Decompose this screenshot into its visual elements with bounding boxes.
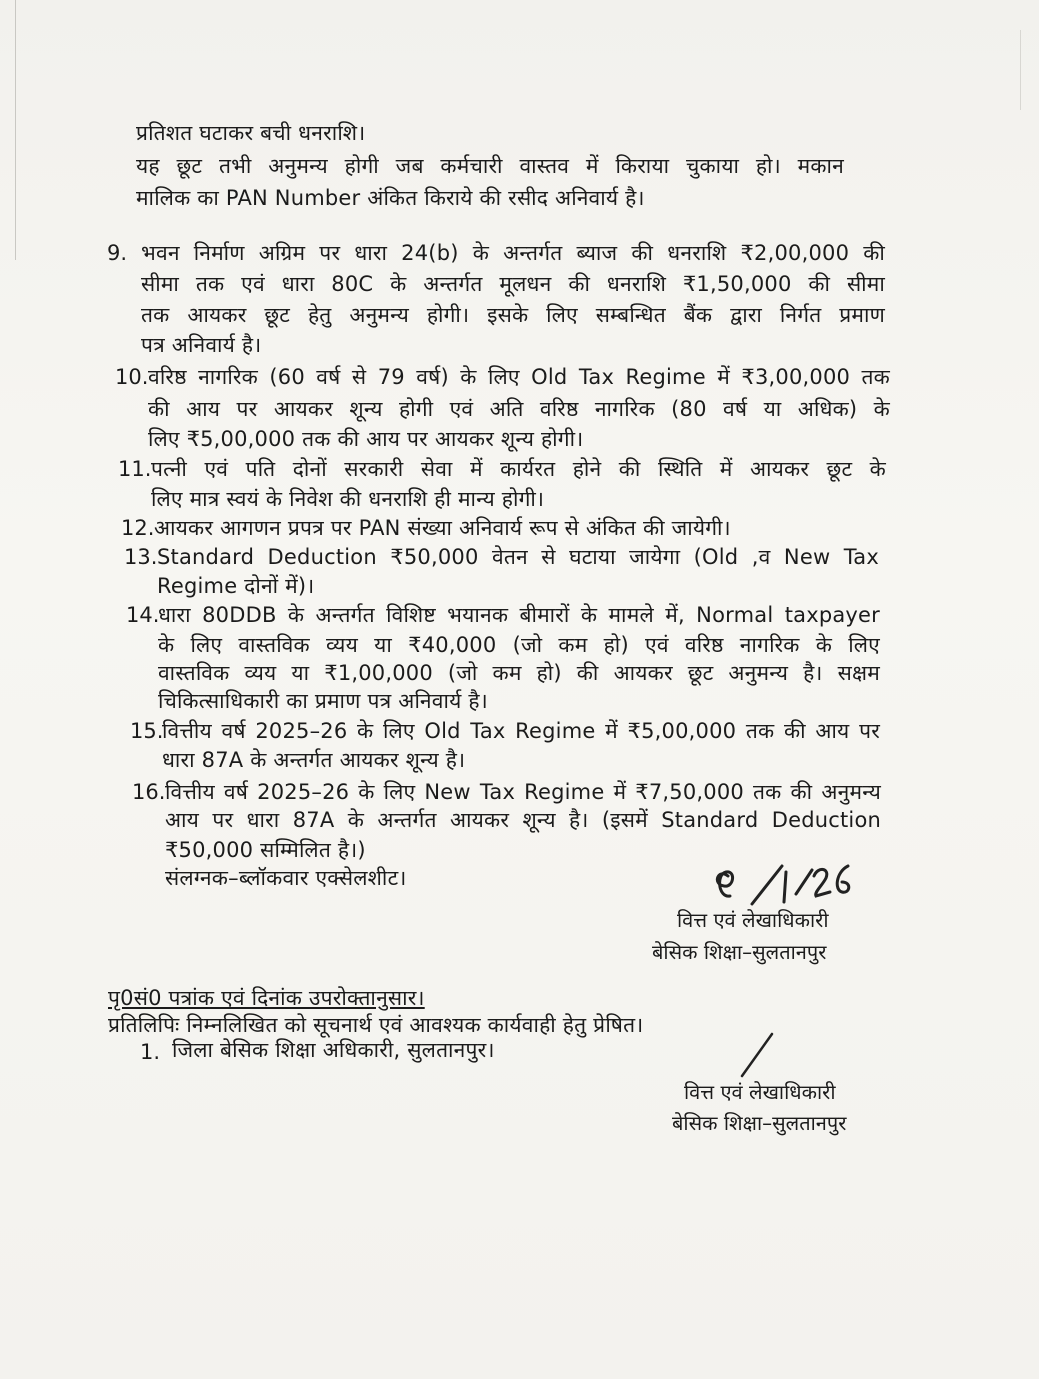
intro-line: प्रतिशत घटाकर बची धनराशि। xyxy=(136,121,366,145)
copy-to-line: प्रतिलिपिः निम्नलिखित को सूचनार्थ एवं आवश्यक कार्यवाही हेतु प्रेषित। xyxy=(108,1013,644,1037)
recipient-number: 1. xyxy=(140,1040,161,1064)
item-line: वित्तीय वर्ष 2025–26 के लिए New Tax Regime में ₹7,50,000 तक की अनुमन्य xyxy=(165,780,881,804)
item-line: सीमा तक एवं धारा 80C के अन्तर्गत मूलधन की धनराशि ₹1,50,000 की सीमा xyxy=(141,272,885,296)
recipient-line: जिला बेसिक शिक्षा अधिकारी, सुलतानपुर। xyxy=(172,1038,495,1062)
enclosure-note: संलग्नक–ब्लॉकवार एक्सेलशीट। xyxy=(165,866,407,890)
signatory-department: बेसिक शिक्षा–सुलतानपुर xyxy=(672,1111,847,1135)
reference-line: पृ0सं0 पत्रांक एवं दिनांक उपरोक्तानुसार। xyxy=(108,986,425,1010)
item-line: आय पर धारा 87A के अन्तर्गत आयकर शून्य है। (इसमें Standard Deduction xyxy=(165,808,881,832)
paper-fold xyxy=(15,0,16,260)
item-number: 12. xyxy=(121,516,155,540)
item-line: वरिष्ठ नागरिक (60 वर्ष से 79 वर्ष) के लिए Old Tax Regime में ₹3,00,000 तक xyxy=(148,365,890,389)
item-line: ₹50,000 सम्मिलित है।) xyxy=(165,838,366,862)
item-line: वास्तविक व्यय या ₹1,00,000 (जो कम हो) की आयकर छूट अनुमन्य है। सक्षम xyxy=(158,661,880,685)
signatory-department: बेसिक शिक्षा–सुलतानपुर xyxy=(652,940,827,964)
intro-line: यह छूट तभी अनुमन्य होगी जब कर्मचारी वास्तव में किराया चुकाया हो। मकान xyxy=(136,154,844,178)
intro-line: मालिक का PAN Number अंकित किराये की रसीद अनिवार्य है। xyxy=(136,186,645,210)
signatory-title: वित्त एवं लेखाधिकारी xyxy=(677,908,829,932)
item-line: वित्तीय वर्ष 2025–26 के लिए Old Tax Regime में ₹5,00,000 तक की आय पर xyxy=(162,719,880,743)
item-number: 16. xyxy=(132,780,166,804)
item-line: पत्नी एवं पति दोनों सरकारी सेवा में कार्यरत होने की स्थिति में आयकर छूट के xyxy=(151,457,886,481)
item-number: 11. xyxy=(118,457,152,481)
item-line: लिए ₹5,00,000 तक की आय पर आयकर शून्य होगी। xyxy=(148,427,584,451)
item-line: की आय पर आयकर शून्य होगी एवं अति वरिष्ठ नागरिक (80 वर्ष या अधिक) के xyxy=(148,397,890,421)
item-line: पत्र अनिवार्य है। xyxy=(141,333,262,357)
item-line: Standard Deduction ₹50,000 वेतन से घटाया जायेगा (Old ,व New Tax xyxy=(157,545,879,569)
signatory-title: वित्त एवं लेखाधिकारी xyxy=(684,1080,836,1104)
item-number: 14. xyxy=(126,603,160,627)
item-line: Regime दोनों में)। xyxy=(157,574,315,598)
item-line: भवन निर्माण अग्रिम पर धारा 24(b) के अन्तर्गत ब्याज की धनराशि ₹2,00,000 की xyxy=(141,241,885,265)
item-line: चिकित्साधिकारी का प्रमाण पत्र अनिवार्य है। xyxy=(158,689,488,713)
item-line: धारा 87A के अन्तर्गत आयकर शून्य है। xyxy=(162,748,466,772)
signature-stroke xyxy=(738,1030,778,1080)
item-number: 10. xyxy=(115,365,149,389)
item-number: 15. xyxy=(130,719,164,743)
item-line: तक आयकर छूट हेतु अनुमन्य होगी। इसके लिए सम्बन्धित बैंक द्वारा निर्गत प्रमाण xyxy=(141,303,885,327)
item-line: लिए मात्र स्वयं के निवेश की धनराशि ही मान्य होगी। xyxy=(151,487,545,511)
item-number: 13. xyxy=(124,545,158,569)
item-line: धारा 80DDB के अन्तर्गत विशिष्ट भयानक बीमारों के मामले में, Normal taxpayer xyxy=(158,603,880,627)
paper-fold xyxy=(1020,30,1021,110)
item-line: के लिए वास्तविक व्यय या ₹40,000 (जो कम हो) एवं वरिष्ठ नागरिक के लिए xyxy=(158,633,880,657)
item-line: आयकर आगणन प्रपत्र पर PAN संख्या अनिवार्य रूप से अंकित की जायेगी। xyxy=(154,516,731,540)
item-number: 9. xyxy=(107,241,128,265)
